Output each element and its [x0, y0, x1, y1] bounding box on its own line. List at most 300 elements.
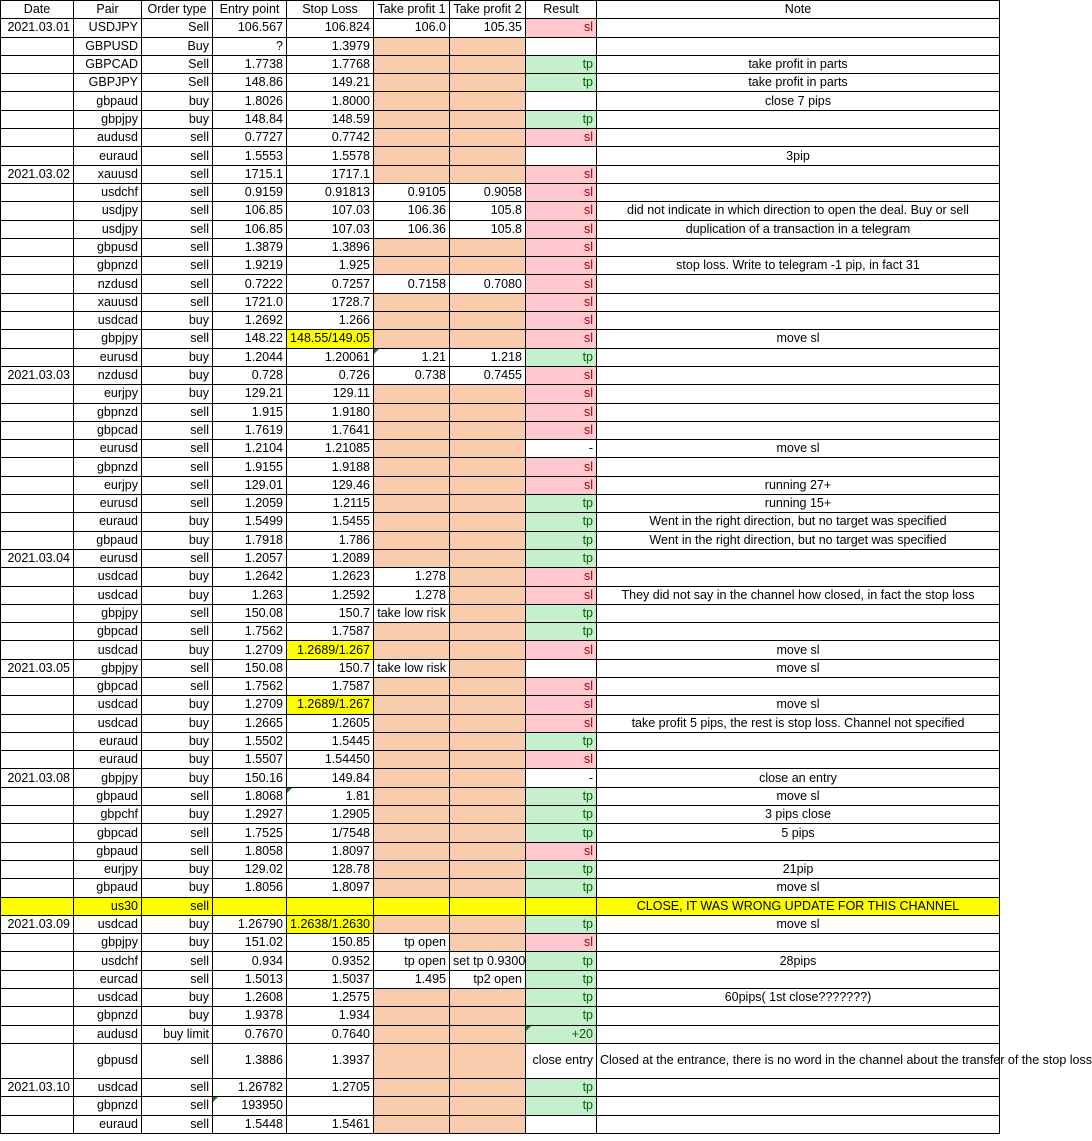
note-cell[interactable] [597, 549, 1000, 567]
order-type-cell[interactable]: sell [142, 403, 213, 421]
note-cell[interactable]: 5 pips [597, 824, 1000, 842]
take-profit-2-cell[interactable] [450, 751, 526, 769]
pair-cell[interactable]: gbpaud [74, 842, 142, 860]
take-profit-2-cell[interactable] [450, 476, 526, 494]
stop-loss-cell[interactable]: 0.91813 [287, 183, 374, 201]
take-profit-1-cell[interactable] [374, 421, 450, 439]
order-type-cell[interactable]: buy [142, 806, 213, 824]
date-cell[interactable]: 2021.03.10 [1, 1078, 74, 1096]
pair-cell[interactable]: gbpjpy [74, 110, 142, 128]
result-cell[interactable]: sl [526, 403, 597, 421]
order-type-cell[interactable]: sell [142, 659, 213, 677]
stop-loss-cell[interactable]: 1.5037 [287, 970, 374, 988]
header-take-profit-2[interactable]: Take profit 2 [450, 1, 526, 19]
take-profit-2-cell[interactable] [450, 1115, 526, 1133]
note-cell[interactable] [597, 458, 1000, 476]
entry-point-cell[interactable]: 1715.1 [213, 165, 287, 183]
date-cell[interactable]: 2021.03.04 [1, 549, 74, 567]
note-cell[interactable]: 3pip [597, 147, 1000, 165]
stop-loss-cell[interactable]: 1.3937 [287, 1043, 374, 1078]
date-cell[interactable] [1, 220, 74, 238]
entry-point-cell[interactable]: 1.7562 [213, 623, 287, 641]
order-type-cell[interactable]: sell [142, 147, 213, 165]
result-cell[interactable]: tp [526, 531, 597, 549]
note-cell[interactable]: move sl [597, 330, 1000, 348]
take-profit-2-cell[interactable] [450, 257, 526, 275]
take-profit-2-cell[interactable] [450, 1078, 526, 1096]
order-type-cell[interactable]: sell [142, 202, 213, 220]
result-cell[interactable]: sl [526, 385, 597, 403]
stop-loss-cell[interactable]: 1.9188 [287, 458, 374, 476]
result-cell[interactable]: sl [526, 458, 597, 476]
entry-point-cell[interactable]: 1.8056 [213, 879, 287, 897]
stop-loss-cell[interactable]: 1.8097 [287, 842, 374, 860]
result-cell[interactable]: sl [526, 641, 597, 659]
stop-loss-cell[interactable]: 1.2689/1.267 [287, 696, 374, 714]
date-cell[interactable] [1, 458, 74, 476]
date-cell[interactable] [1, 348, 74, 366]
date-cell[interactable] [1, 714, 74, 732]
stop-loss-cell[interactable]: 148.59 [287, 110, 374, 128]
take-profit-1-cell[interactable] [374, 129, 450, 147]
date-cell[interactable] [1, 970, 74, 988]
take-profit-2-cell[interactable] [450, 165, 526, 183]
pair-cell[interactable]: gbpnzd [74, 1007, 142, 1025]
order-type-cell[interactable]: Sell [142, 55, 213, 73]
pair-cell[interactable]: gbpjpy [74, 769, 142, 787]
entry-point-cell[interactable]: 106.567 [213, 19, 287, 37]
note-cell[interactable]: move sl [597, 659, 1000, 677]
stop-loss-cell[interactable]: 149.84 [287, 769, 374, 787]
note-cell[interactable] [597, 183, 1000, 201]
take-profit-1-cell[interactable] [374, 55, 450, 73]
stop-loss-cell[interactable]: 148.55/149.05 [287, 330, 374, 348]
date-cell[interactable] [1, 1115, 74, 1133]
stop-loss-cell[interactable] [287, 897, 374, 915]
pair-cell[interactable]: usdcad [74, 312, 142, 330]
take-profit-1-cell[interactable] [374, 1078, 450, 1096]
take-profit-2-cell[interactable] [450, 604, 526, 622]
note-cell[interactable]: Closed at the entrance, there is no word in the channel about the transfer of the stop loss [597, 1043, 1000, 1078]
pair-cell[interactable]: eurjpy [74, 476, 142, 494]
take-profit-1-cell[interactable] [374, 513, 450, 531]
stop-loss-cell[interactable]: 1.2638/1.2630 [287, 915, 374, 933]
take-profit-2-cell[interactable] [450, 989, 526, 1007]
result-cell[interactable]: sl [526, 714, 597, 732]
date-cell[interactable] [1, 1025, 74, 1043]
pair-cell[interactable]: usdcad [74, 989, 142, 1007]
stop-loss-cell[interactable]: 1.2089 [287, 549, 374, 567]
take-profit-2-cell[interactable]: tp2 open [450, 970, 526, 988]
result-cell[interactable]: tp [526, 787, 597, 805]
entry-point-cell[interactable]: 129.21 [213, 385, 287, 403]
pair-cell[interactable]: nzdusd [74, 366, 142, 384]
header-note[interactable]: Note [597, 1, 1000, 19]
stop-loss-cell[interactable]: 150.85 [287, 934, 374, 952]
date-cell[interactable]: 2021.03.05 [1, 659, 74, 677]
date-cell[interactable] [1, 55, 74, 73]
entry-point-cell[interactable]: 1.8068 [213, 787, 287, 805]
take-profit-2-cell[interactable] [450, 129, 526, 147]
pair-cell[interactable]: eurusd [74, 495, 142, 513]
take-profit-2-cell[interactable] [450, 586, 526, 604]
pair-cell[interactable]: GBPJPY [74, 74, 142, 92]
entry-point-cell[interactable]: 0.7727 [213, 129, 287, 147]
entry-point-cell[interactable]: 129.02 [213, 860, 287, 878]
pair-cell[interactable]: usdchf [74, 952, 142, 970]
order-type-cell[interactable]: buy [142, 348, 213, 366]
result-cell[interactable]: tp [526, 952, 597, 970]
stop-loss-cell[interactable]: 1.925 [287, 257, 374, 275]
note-cell[interactable] [597, 732, 1000, 750]
date-cell[interactable] [1, 293, 74, 311]
take-profit-2-cell[interactable] [450, 842, 526, 860]
pair-cell[interactable]: eurusd [74, 440, 142, 458]
entry-point-cell[interactable]: 0.934 [213, 952, 287, 970]
pair-cell[interactable]: gbpnzd [74, 458, 142, 476]
stop-loss-cell[interactable]: 1.2705 [287, 1078, 374, 1096]
order-type-cell[interactable]: sell [142, 495, 213, 513]
order-type-cell[interactable]: buy [142, 751, 213, 769]
entry-point-cell[interactable]: 148.22 [213, 330, 287, 348]
date-cell[interactable] [1, 842, 74, 860]
entry-point-cell[interactable]: 0.7670 [213, 1025, 287, 1043]
entry-point-cell[interactable]: 1.5013 [213, 970, 287, 988]
entry-point-cell[interactable]: 1.26790 [213, 915, 287, 933]
date-cell[interactable] [1, 1007, 74, 1025]
note-cell[interactable] [597, 275, 1000, 293]
date-cell[interactable] [1, 202, 74, 220]
date-cell[interactable] [1, 860, 74, 878]
note-cell[interactable]: move sl [597, 879, 1000, 897]
entry-point-cell[interactable]: 1.3879 [213, 238, 287, 256]
stop-loss-cell[interactable]: 1.7768 [287, 55, 374, 73]
note-cell[interactable] [597, 604, 1000, 622]
header-order-type[interactable]: Order type [142, 1, 213, 19]
entry-point-cell[interactable]: 1.7525 [213, 824, 287, 842]
take-profit-2-cell[interactable] [450, 312, 526, 330]
take-profit-2-cell[interactable] [450, 55, 526, 73]
note-cell[interactable] [597, 1115, 1000, 1133]
date-cell[interactable] [1, 879, 74, 897]
take-profit-1-cell[interactable] [374, 714, 450, 732]
stop-loss-cell[interactable]: 1.7587 [287, 677, 374, 695]
result-cell[interactable]: sl [526, 586, 597, 604]
result-cell[interactable]: sl [526, 421, 597, 439]
take-profit-1-cell[interactable] [374, 293, 450, 311]
pair-cell[interactable]: usdcad [74, 1078, 142, 1096]
entry-point-cell[interactable]: 1.7562 [213, 677, 287, 695]
stop-loss-cell[interactable]: 0.9352 [287, 952, 374, 970]
pair-cell[interactable]: us30 [74, 897, 142, 915]
entry-point-cell[interactable]: 1.3886 [213, 1043, 287, 1078]
note-cell[interactable] [597, 970, 1000, 988]
entry-point-cell[interactable]: 1.26782 [213, 1078, 287, 1096]
take-profit-1-cell[interactable] [374, 440, 450, 458]
take-profit-1-cell[interactable]: 1.278 [374, 568, 450, 586]
result-cell[interactable]: tp [526, 970, 597, 988]
stop-loss-cell[interactable]: 1.786 [287, 531, 374, 549]
take-profit-1-cell[interactable] [374, 1115, 450, 1133]
note-cell[interactable]: close 7 pips [597, 92, 1000, 110]
pair-cell[interactable]: gbpaud [74, 879, 142, 897]
take-profit-1-cell[interactable]: 106.36 [374, 202, 450, 220]
date-cell[interactable] [1, 732, 74, 750]
take-profit-1-cell[interactable]: 1.495 [374, 970, 450, 988]
note-cell[interactable] [597, 19, 1000, 37]
date-cell[interactable] [1, 897, 74, 915]
entry-point-cell[interactable]: 1.2665 [213, 714, 287, 732]
order-type-cell[interactable]: buy [142, 586, 213, 604]
note-cell[interactable] [597, 421, 1000, 439]
order-type-cell[interactable]: sell [142, 1078, 213, 1096]
note-cell[interactable] [597, 165, 1000, 183]
pair-cell[interactable]: xauusd [74, 293, 142, 311]
date-cell[interactable] [1, 275, 74, 293]
result-cell[interactable]: sl [526, 842, 597, 860]
pair-cell[interactable]: usdcad [74, 696, 142, 714]
entry-point-cell[interactable]: 1.2044 [213, 348, 287, 366]
order-type-cell[interactable]: buy [142, 531, 213, 549]
take-profit-1-cell[interactable] [374, 257, 450, 275]
order-type-cell[interactable]: sell [142, 421, 213, 439]
pair-cell[interactable]: audusd [74, 129, 142, 147]
take-profit-1-cell[interactable] [374, 37, 450, 55]
pair-cell[interactable]: usdcad [74, 915, 142, 933]
order-type-cell[interactable]: sell [142, 970, 213, 988]
stop-loss-cell[interactable]: 1.2592 [287, 586, 374, 604]
take-profit-1-cell[interactable] [374, 531, 450, 549]
take-profit-2-cell[interactable] [450, 110, 526, 128]
order-type-cell[interactable]: buy [142, 641, 213, 659]
take-profit-2-cell[interactable] [450, 1007, 526, 1025]
stop-loss-cell[interactable]: 1.2623 [287, 568, 374, 586]
stop-loss-cell[interactable]: 129.11 [287, 385, 374, 403]
stop-loss-cell[interactable]: 1.5461 [287, 1115, 374, 1133]
result-cell[interactable]: sl [526, 129, 597, 147]
order-type-cell[interactable]: sell [142, 220, 213, 238]
take-profit-2-cell[interactable] [450, 641, 526, 659]
take-profit-2-cell[interactable] [450, 714, 526, 732]
entry-point-cell[interactable]: 1.2692 [213, 312, 287, 330]
stop-loss-cell[interactable]: 1.5578 [287, 147, 374, 165]
pair-cell[interactable]: euraud [74, 732, 142, 750]
note-cell[interactable]: take profit in parts [597, 55, 1000, 73]
take-profit-1-cell[interactable] [374, 989, 450, 1007]
entry-point-cell[interactable]: 150.16 [213, 769, 287, 787]
entry-point-cell[interactable]: 0.9159 [213, 183, 287, 201]
take-profit-2-cell[interactable] [450, 440, 526, 458]
pair-cell[interactable]: euraud [74, 513, 142, 531]
result-cell[interactable]: sl [526, 696, 597, 714]
stop-loss-cell[interactable]: 1.2605 [287, 714, 374, 732]
date-cell[interactable] [1, 751, 74, 769]
take-profit-2-cell[interactable] [450, 238, 526, 256]
take-profit-1-cell[interactable] [374, 74, 450, 92]
note-cell[interactable] [597, 568, 1000, 586]
note-cell[interactable]: 28pips [597, 952, 1000, 970]
entry-point-cell[interactable]: 1.5553 [213, 147, 287, 165]
stop-loss-cell[interactable]: 1.81 [287, 787, 374, 805]
pair-cell[interactable]: gbpcad [74, 677, 142, 695]
order-type-cell[interactable]: buy [142, 989, 213, 1007]
take-profit-2-cell[interactable] [450, 696, 526, 714]
note-cell[interactable]: did not indicate in which direction to open the deal. Buy or sell [597, 202, 1000, 220]
take-profit-2-cell[interactable]: 1.218 [450, 348, 526, 366]
stop-loss-cell[interactable]: 107.03 [287, 220, 374, 238]
result-cell[interactable] [526, 37, 597, 55]
result-cell[interactable]: tp [526, 604, 597, 622]
take-profit-1-cell[interactable] [374, 238, 450, 256]
date-cell[interactable] [1, 568, 74, 586]
take-profit-1-cell[interactable] [374, 1097, 450, 1115]
take-profit-1-cell[interactable]: take low risk [374, 659, 450, 677]
entry-point-cell[interactable]: 1.2709 [213, 641, 287, 659]
pair-cell[interactable]: gbpjpy [74, 934, 142, 952]
order-type-cell[interactable]: sell [142, 623, 213, 641]
stop-loss-cell[interactable]: 1.8000 [287, 92, 374, 110]
order-type-cell[interactable]: buy [142, 110, 213, 128]
take-profit-1-cell[interactable] [374, 476, 450, 494]
result-cell[interactable]: sl [526, 366, 597, 384]
result-cell[interactable] [526, 897, 597, 915]
entry-point-cell[interactable]: 150.08 [213, 604, 287, 622]
header-entry-point[interactable]: Entry point [213, 1, 287, 19]
pair-cell[interactable]: euraud [74, 147, 142, 165]
result-cell[interactable]: sl [526, 165, 597, 183]
pair-cell[interactable]: gbpusd [74, 1043, 142, 1078]
order-type-cell[interactable]: buy [142, 934, 213, 952]
pair-cell[interactable]: eurjpy [74, 385, 142, 403]
take-profit-1-cell[interactable]: tp open [374, 952, 450, 970]
note-cell[interactable]: Went in the right direction, but no target was specified [597, 513, 1000, 531]
stop-loss-cell[interactable]: 1.3896 [287, 238, 374, 256]
date-cell[interactable] [1, 1097, 74, 1115]
entry-point-cell[interactable]: 193950 [213, 1097, 287, 1115]
result-cell[interactable]: sl [526, 238, 597, 256]
header-pair[interactable]: Pair [74, 1, 142, 19]
order-type-cell[interactable]: sell [142, 787, 213, 805]
result-cell[interactable]: tp [526, 860, 597, 878]
stop-loss-cell[interactable]: 1.934 [287, 1007, 374, 1025]
date-cell[interactable]: 2021.03.08 [1, 769, 74, 787]
date-cell[interactable] [1, 677, 74, 695]
order-type-cell[interactable]: buy [142, 312, 213, 330]
date-cell[interactable] [1, 531, 74, 549]
take-profit-1-cell[interactable] [374, 110, 450, 128]
date-cell[interactable] [1, 257, 74, 275]
date-cell[interactable] [1, 312, 74, 330]
take-profit-1-cell[interactable] [374, 1043, 450, 1078]
order-type-cell[interactable]: sell [142, 238, 213, 256]
result-cell[interactable]: tp [526, 806, 597, 824]
order-type-cell[interactable]: sell [142, 330, 213, 348]
take-profit-1-cell[interactable] [374, 915, 450, 933]
take-profit-2-cell[interactable] [450, 1025, 526, 1043]
order-type-cell[interactable]: sell [142, 476, 213, 494]
note-cell[interactable] [597, 293, 1000, 311]
order-type-cell[interactable]: buy [142, 513, 213, 531]
stop-loss-cell[interactable]: 1.266 [287, 312, 374, 330]
take-profit-2-cell[interactable] [450, 293, 526, 311]
note-cell[interactable]: move sl [597, 915, 1000, 933]
result-cell[interactable]: tp [526, 55, 597, 73]
pair-cell[interactable]: usdjpy [74, 202, 142, 220]
entry-point-cell[interactable]: 1.9155 [213, 458, 287, 476]
entry-point-cell[interactable]: 1.9378 [213, 1007, 287, 1025]
result-cell[interactable]: tp [526, 549, 597, 567]
result-cell[interactable]: sl [526, 751, 597, 769]
date-cell[interactable] [1, 696, 74, 714]
pair-cell[interactable]: usdcad [74, 641, 142, 659]
note-cell[interactable]: take profit in parts [597, 74, 1000, 92]
take-profit-1-cell[interactable] [374, 165, 450, 183]
pair-cell[interactable]: GBPUSD [74, 37, 142, 55]
pair-cell[interactable]: gbpjpy [74, 330, 142, 348]
date-cell[interactable] [1, 586, 74, 604]
result-cell[interactable]: tp [526, 74, 597, 92]
stop-loss-cell[interactable]: 1.5445 [287, 732, 374, 750]
order-type-cell[interactable]: sell [142, 604, 213, 622]
result-cell[interactable]: tp [526, 513, 597, 531]
note-cell[interactable] [597, 110, 1000, 128]
result-cell[interactable]: sl [526, 183, 597, 201]
take-profit-1-cell[interactable] [374, 147, 450, 165]
take-profit-1-cell[interactable] [374, 677, 450, 695]
pair-cell[interactable]: USDJPY [74, 19, 142, 37]
entry-point-cell[interactable]: 1.263 [213, 586, 287, 604]
pair-cell[interactable]: gbpusd [74, 238, 142, 256]
stop-loss-cell[interactable]: 1.5455 [287, 513, 374, 531]
note-cell[interactable]: move sl [597, 787, 1000, 805]
date-cell[interactable] [1, 476, 74, 494]
stop-loss-cell[interactable]: 150.7 [287, 659, 374, 677]
take-profit-1-cell[interactable] [374, 1007, 450, 1025]
order-type-cell[interactable]: buy [142, 732, 213, 750]
result-cell[interactable] [526, 659, 597, 677]
stop-loss-cell[interactable]: 1728.7 [287, 293, 374, 311]
date-cell[interactable] [1, 787, 74, 805]
result-cell[interactable]: sl [526, 220, 597, 238]
take-profit-1-cell[interactable] [374, 732, 450, 750]
pair-cell[interactable]: usdchf [74, 183, 142, 201]
order-type-cell[interactable]: sell [142, 1115, 213, 1133]
header-result[interactable]: Result [526, 1, 597, 19]
stop-loss-cell[interactable]: 0.7257 [287, 275, 374, 293]
stop-loss-cell[interactable]: 107.03 [287, 202, 374, 220]
stop-loss-cell[interactable]: 1.21085 [287, 440, 374, 458]
result-cell[interactable]: sl [526, 312, 597, 330]
stop-loss-cell[interactable] [287, 1097, 374, 1115]
stop-loss-cell[interactable]: 1.20061 [287, 348, 374, 366]
take-profit-1-cell[interactable]: 1.21 [374, 348, 450, 366]
order-type-cell[interactable]: buy [142, 568, 213, 586]
take-profit-1-cell[interactable] [374, 824, 450, 842]
note-cell[interactable] [597, 934, 1000, 952]
result-cell[interactable]: sl [526, 293, 597, 311]
note-cell[interactable]: 60pips( 1st close???????) [597, 989, 1000, 1007]
result-cell[interactable]: +20 [526, 1025, 597, 1043]
entry-point-cell[interactable]: 1.8058 [213, 842, 287, 860]
note-cell[interactable] [597, 1025, 1000, 1043]
take-profit-1-cell[interactable] [374, 403, 450, 421]
date-cell[interactable]: 2021.03.03 [1, 366, 74, 384]
stop-loss-cell[interactable]: 1717.1 [287, 165, 374, 183]
order-type-cell[interactable]: buy [142, 714, 213, 732]
result-cell[interactable]: tp [526, 110, 597, 128]
order-type-cell[interactable]: sell [142, 458, 213, 476]
take-profit-2-cell[interactable] [450, 330, 526, 348]
